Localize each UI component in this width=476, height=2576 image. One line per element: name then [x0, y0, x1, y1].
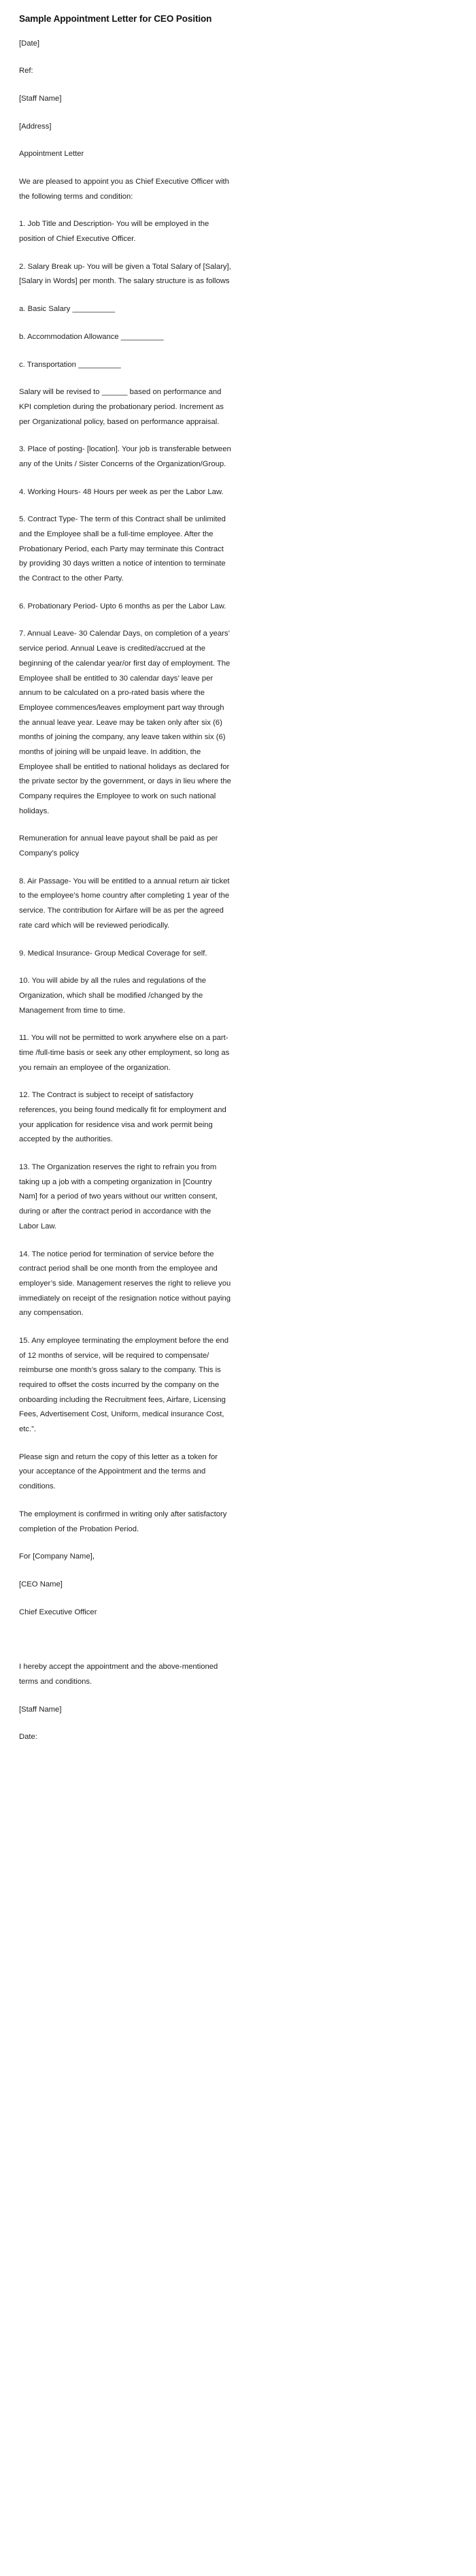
document-body	[19, 12, 231, 1745]
clause-references-and-visa: 12. The Contract is subject to receipt of satisfactory references, you being found medically fit for employment and your application for residence visa and work permit being accepted by the authorities.	[19, 1091, 226, 1144]
signature-ceo-title: Chief Executive Officer	[19, 1608, 97, 1616]
clause-annual-leave: 7. Annual Leave- 30 Calendar Days, on completion of a years’ service period. Annual Leave is credited/accrued at the beginning of the calendar year/or first day of employment. The Employee shall be entitled to 30 calendar days’ leave per annum to be calculated on a pro-rated basis where the Employee commences/leaves employment part way through the annual leave year. Leave may be taken only after six (6) months of joining the company, any leave taken within six (6) months of joining will be unpaid leave. In addition, the Employee shall be entitled to national holidays as declared for the private sector by the government, or days in lieu where the Company requires the Employee to work on such national holidays.	[19, 630, 231, 815]
clause-rules-and-regulations: 10. You will abide by all the rules and regulations of the Organization, which shall be modified /changed by the Management from time to time.	[19, 977, 207, 1015]
clause-non-compete: 13. The Organization reserves the right to refrain you from taking up a job with a competing organization in [Country Nam] for a period of two years without our written consent, during or after the contract period in accordance with the Labor Law.	[19, 1163, 218, 1230]
page-title: Sample Appointment Letter for CEO Position	[19, 14, 212, 24]
clause-notice-period: 14. The notice period for termination of service before the contract period shall be one month from the employee and employer’s side. Management reserves the right to relieve you immediately on receipt of the resignation notice without paying any compensation.	[19, 1250, 231, 1318]
employment-confirmation-note: The employment is confirmed in writing only after satisfactory completion of the Probation Period.	[19, 1510, 227, 1533]
signature-ceo-name: [CEO Name]	[19, 1580, 63, 1588]
signature-for-company: For [Company Name],	[19, 1552, 95, 1561]
clause-contract-type: 5. Contract Type- The term of this Contract shall be unlimited and the Employee shall be a full-time employee. After the Probationary Period, each Party may terminate this Contract by providing 30 days written a notice of intention to terminate the Contract to the other Party.	[19, 515, 226, 583]
recipient-staff-name: [Staff Name]	[19, 94, 62, 103]
clause-place-of-posting: 3. Place of posting- [location]. Your job is transferable between any of the Units / Sister Concerns of the Organization/Group.	[19, 445, 231, 468]
signature-divider-space	[19, 1633, 231, 1660]
clause-exclusive-employment: 11. You will not be permitted to work anywhere else on a part-time /full-time basis or seek any other employment, so long as you remain an employee of the organization.	[19, 1034, 230, 1072]
clause-working-hours: 4. Working Hours- 48 Hours per week as per the Labor Law.	[19, 487, 224, 496]
clause-job-title: 1. Job Title and Description- You will be employed in the position of Chief Executive Officer.	[19, 220, 209, 244]
salary-revision-note: Salary will be revised to ______ based on performance and KPI completion during the probationary period. Increment as per Organizational policy, based on performance appraisal.	[19, 388, 224, 426]
clause-probationary-period: 6. Probationary Period- Upto 6 months as per the Labor Law.	[19, 602, 226, 610]
acceptance-statement: I hereby accept the appointment and the above-mentioned terms and conditions.	[19, 1663, 218, 1686]
sign-and-return-note: Please sign and return the copy of this letter as a token for your acceptance of the Appointment and the terms and conditions.	[19, 1452, 218, 1491]
annual-leave-payout-note: Remuneration for annual leave payout shall be paid as per Company’s policy	[19, 834, 218, 858]
clause-medical-insurance: 9. Medical Insurance- Group Medical Coverage for self.	[19, 949, 207, 958]
acceptance-staff-name: [Staff Name]	[19, 1705, 62, 1714]
clause-air-passage: 8. Air Passage- You will be entitled to a annual return air ticket to the employee’s home country after completing 1 year of the service. The contribution for Airfare will be as per the agreed rate card which will be reviewed periodically.	[19, 877, 230, 930]
acceptance-date: Date:	[19, 1733, 37, 1742]
salary-item-accommodation: b. Accommodation Allowance __________	[19, 332, 164, 341]
letter-opening: We are pleased to appoint you as Chief Executive Officer with the following terms and condition:	[19, 178, 229, 201]
clause-early-termination-costs: 15. Any employee terminating the employment before the end of 12 months of service, will be required to compensate/ reimburse one month’s gross salary to the company. This is required to offset the costs incurred by the company on the onboarding including the Recruitment fees, Airfare, Licensing Fees, Advertisement Cost, Uniform, medical insurance Cost, etc.”.	[19, 1336, 228, 1434]
salary-item-transportation: c. Transportation __________	[19, 360, 121, 369]
letter-date: [Date]	[19, 39, 40, 48]
salary-item-basic: a. Basic Salary __________	[19, 305, 116, 314]
letter-subject: Appointment Letter	[19, 150, 84, 159]
clause-salary-breakup: 2. Salary Break up- You will be given a Total Salary of [Salary], [Salary in Words] per month. The salary structure is as follows	[19, 262, 231, 286]
recipient-address: [Address]	[19, 122, 52, 131]
letter-ref: Ref:	[19, 67, 33, 76]
